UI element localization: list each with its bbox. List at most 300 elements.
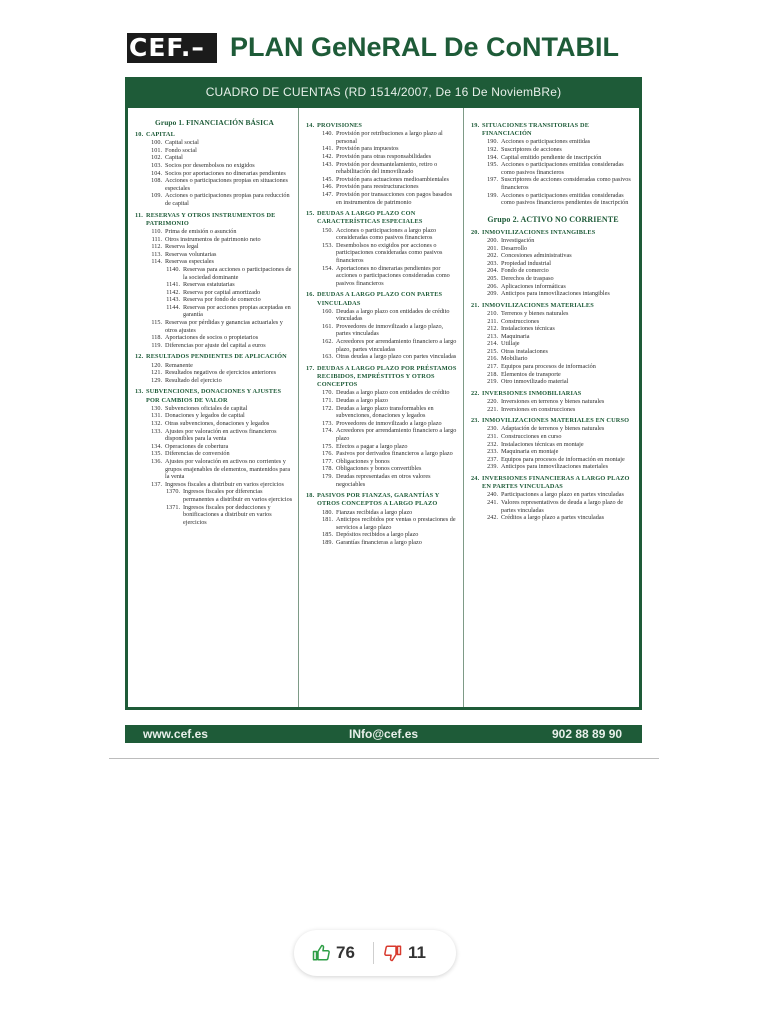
account-row [471, 425, 635, 433]
account-row [471, 514, 635, 522]
account-code: 119. [151, 341, 162, 349]
account-name: Capital social [165, 139, 199, 147]
account-name: Suscriptores de acciones consideradas como pasivos financieros [501, 176, 631, 191]
account-code: 108. [151, 177, 162, 185]
account-row [471, 499, 635, 514]
account-code: 137. [151, 480, 162, 488]
account-name: Remanente [165, 361, 193, 369]
section-title: DEUDAS A LARGO PLAZO CON PARTES VINCULADAS [317, 291, 443, 307]
section-title: DEUDAS A LARGO PLAZO CON CARACTERÍSTICAS ESPECIALES [317, 210, 423, 226]
account-row [306, 130, 459, 145]
section-title: PASIVOS POR FIANZAS, GARANTÍAS Y OTROS CONCEPTOS A LARGO PLAZO [317, 492, 440, 508]
column-2 [299, 108, 464, 707]
account-name: Capital [165, 154, 183, 162]
account-row [471, 161, 635, 176]
account-name: Depósitos recibidos a largo plazo [336, 531, 419, 539]
account-row [135, 458, 294, 481]
account-row [306, 509, 459, 517]
section-title: INMOVILIZACIONES MATERIALES EN CURSO [482, 417, 630, 425]
account-row [471, 146, 635, 154]
account-name: Reservas para acciones o participaciones de la sociedad dominante [183, 265, 292, 281]
account-name: Resultados negativos de ejercicios anteriores [165, 369, 276, 377]
account-row [135, 236, 294, 244]
section-title: SUBVENCIONES, DONACIONES Y AJUSTES POR CAMBIOS DE VALOR [146, 388, 282, 404]
like-button[interactable] [312, 930, 355, 976]
account-name: Desembolsos no exigidos por acciones o participaciones consideradas como pasivos financieros [336, 241, 443, 264]
account-row [306, 353, 459, 361]
account-row [471, 252, 635, 260]
account-code: 103. [151, 161, 162, 169]
account-row [471, 267, 635, 275]
account-row [306, 191, 459, 206]
account-code: 233. [487, 448, 498, 456]
account-row [471, 456, 635, 464]
account-name: Ingresos fiscales por deducciones y bonificaciones a distribuir en varios ejercicios [183, 503, 272, 526]
account-code: 110. [151, 227, 162, 235]
account-name: Anticipos para inmovilizaciones intangibles [501, 290, 610, 298]
account-row [306, 450, 459, 458]
account-row [135, 192, 294, 207]
account-name: Obligaciones y bonos [336, 457, 390, 465]
section-number: 17. [306, 364, 315, 372]
account-name: Deudas a largo plazo transformables en subvenciones, donaciones y legados [336, 404, 434, 420]
group-heading: Grupo 1. FINANCIACIÓN BÁSICA [154, 118, 274, 127]
account-name: Provisión para reestructuraciones [336, 183, 419, 191]
account-row [135, 228, 294, 236]
account-name: Reserva legal [165, 243, 199, 251]
account-code: 200. [487, 236, 498, 244]
account-row [306, 161, 459, 176]
account-code: 210. [487, 309, 498, 317]
website-link[interactable]: www.cef.es [143, 727, 208, 741]
account-code: 178. [322, 465, 333, 473]
account-code: 112. [151, 243, 162, 251]
account-code: 1140. [166, 265, 180, 273]
section-number: 20. [471, 228, 480, 236]
section-title: INVERSIONES FINANCIERAS A LARGO PLAZO EN PARTES VINCULADAS [482, 475, 630, 491]
account-name: Utillaje [501, 340, 520, 348]
account-code: 177. [322, 457, 333, 465]
account-code: 240. [487, 491, 498, 499]
account-row [306, 242, 459, 265]
section-title: INVERSIONES INMOBILIARIAS [482, 389, 582, 397]
section-number: 24. [471, 475, 480, 482]
account-row [135, 154, 294, 162]
account-row [135, 369, 294, 377]
account-code: 212. [487, 325, 498, 333]
account-row [471, 333, 635, 341]
section-heading [306, 122, 459, 130]
account-row [306, 308, 459, 323]
account-row [135, 162, 294, 170]
account-row [306, 539, 459, 547]
account-name: Terrenos y bienes naturales [501, 309, 569, 317]
account-code: 237. [487, 455, 498, 463]
account-name: Créditos a largo plazo a partes vinculadas [501, 514, 604, 522]
account-row [135, 412, 294, 420]
section-number: 22. [471, 389, 480, 397]
account-code: 180. [322, 508, 333, 516]
account-row [471, 192, 635, 207]
account-code: 1144. [166, 303, 180, 311]
account-code: 1371. [166, 503, 180, 511]
account-code: 232. [487, 440, 498, 448]
account-code: 121. [151, 369, 162, 377]
account-code: 1142. [166, 288, 180, 296]
account-name: Fondo de comercio [501, 267, 549, 275]
account-code: 101. [151, 146, 162, 154]
account-code: 1141. [166, 281, 180, 289]
account-name: Reserva por capital amortizado [183, 288, 261, 296]
account-row [306, 145, 459, 153]
account-code: 132. [151, 420, 162, 428]
section-title: PROVISIONES [317, 122, 363, 129]
like-count: 76 [336, 943, 355, 962]
account-name: Acreedores por arrendamiento financiero a largo plazo [336, 427, 457, 443]
brand-logo: CEF.– [127, 33, 217, 63]
section-number: 21. [471, 301, 480, 309]
account-name: Provisión por retribuciones a largo plazo al personal [336, 130, 443, 145]
account-code: 154. [322, 264, 333, 272]
account-name: Concesiones administrativas [501, 252, 572, 260]
account-code: 197. [487, 176, 498, 184]
account-row [471, 260, 635, 268]
account-row [471, 290, 635, 298]
section-heading [135, 353, 294, 361]
vote-widget [294, 930, 456, 976]
account-name: Acreedores por arrendamiento financiero a largo plazo, partes vinculadas [336, 338, 457, 353]
account-name: Reservas especiales [165, 258, 214, 266]
account-code: 136. [151, 458, 162, 465]
account-name: Inversiones en terrenos y bienes naturales [501, 398, 605, 406]
account-row [471, 310, 635, 318]
account-code: 114. [151, 258, 162, 266]
account-code: 202. [487, 252, 498, 260]
account-name: Garantías financieras a largo plazo [336, 538, 422, 546]
account-code: 242. [487, 514, 498, 522]
account-code: 176. [322, 450, 333, 458]
account-code: 204. [487, 267, 498, 275]
account-row [306, 323, 459, 338]
account-name: Propiedad industrial [501, 259, 552, 267]
account-code: 160. [322, 307, 333, 315]
account-name: Provisión para impuestos [336, 145, 399, 153]
account-row [135, 147, 294, 155]
column-3 [464, 108, 639, 707]
account-name: Reservas voluntarias [165, 250, 217, 258]
subaccount-row [135, 296, 294, 304]
account-name: Construcciones [501, 317, 540, 325]
account-code: 171. [322, 397, 333, 405]
account-code: 141. [322, 145, 333, 153]
account-row [471, 398, 635, 406]
account-row [135, 170, 294, 178]
account-name: Aplicaciones informáticas [501, 282, 566, 290]
subaccount-row [135, 289, 294, 297]
account-row [471, 491, 635, 499]
section-heading [306, 210, 459, 226]
group-heading: Grupo 2. ACTIVO NO CORRIENTE [487, 214, 619, 224]
account-name: Subvenciones oficiales de capital [165, 404, 248, 412]
account-code: 118. [151, 334, 162, 342]
account-code: 135. [151, 450, 162, 458]
account-code: 179. [322, 473, 333, 480]
account-name: Maquinaria en montaje [501, 448, 559, 456]
section-heading [471, 229, 635, 237]
column-1 [128, 108, 299, 707]
section-heading [471, 417, 635, 425]
account-row [306, 397, 459, 405]
account-name: Otras instalaciones [501, 347, 548, 355]
vote-divider [373, 942, 374, 964]
account-row [135, 443, 294, 451]
account-name: Fianzas recibidas a largo plazo [336, 508, 413, 516]
account-row [135, 251, 294, 259]
section-heading [306, 365, 459, 390]
account-name: Elementos de transporte [501, 370, 561, 378]
section-number: 14. [306, 122, 315, 129]
account-row [471, 245, 635, 253]
account-code: 175. [322, 442, 333, 450]
section-heading [135, 131, 294, 139]
account-name: Reservas por acciones propias aceptadas en garantía [183, 303, 291, 319]
account-row [306, 265, 459, 288]
account-code: 109. [151, 192, 162, 200]
account-code: 133. [151, 427, 162, 435]
account-name: Acciones o participaciones emitidas consideradas como pasivos financieros [501, 161, 624, 176]
account-code: 214. [487, 340, 498, 348]
account-code: 130. [151, 404, 162, 412]
account-code: 220. [487, 398, 498, 406]
account-row [471, 275, 635, 283]
account-name: Acciones o participaciones emitidas [501, 138, 591, 146]
account-code: 104. [151, 169, 162, 177]
account-row [135, 405, 294, 413]
dislike-button[interactable] [384, 930, 426, 976]
section-title: RESERVAS Y OTROS INSTRUMENTOS DE PATRIMONIO [146, 211, 276, 227]
account-row [471, 463, 635, 471]
account-row [306, 183, 459, 191]
account-code: 150. [322, 226, 333, 234]
account-name: Instalaciones técnicas [501, 325, 555, 333]
chart-of-accounts-sheet [125, 77, 642, 710]
account-row [135, 334, 294, 342]
email-link[interactable]: INfo@cef.es [349, 727, 419, 741]
account-name: Pasivos por derivados financieros a largo plazo [336, 450, 453, 458]
section-number: 13. [135, 388, 144, 396]
account-code: 230. [487, 425, 498, 433]
account-code: 129. [151, 376, 162, 384]
account-code: 163. [322, 353, 333, 361]
account-name: Otros instrumentos de patrimonio neto [165, 235, 261, 243]
section-heading [471, 302, 635, 310]
account-code: 239. [487, 463, 498, 471]
phone-number: 902 88 89 90 [552, 727, 623, 741]
account-name: Anticipos recibidos por ventas o prestaciones de servicios a largo plazo [336, 516, 456, 531]
subaccount-row [135, 266, 294, 281]
account-name: Provisión por transacciones con pagos basados en instrumentos de patrimonio [336, 190, 452, 206]
account-name: Reservas estatutarias [183, 281, 235, 289]
account-code: 181. [322, 516, 333, 524]
account-row [135, 377, 294, 385]
account-row [306, 458, 459, 466]
account-row [306, 420, 459, 428]
account-row [135, 258, 294, 266]
account-name: Operaciones de cobertura [165, 442, 229, 450]
account-name: Provisión para otras responsabilidades [336, 152, 432, 160]
account-row [306, 531, 459, 539]
section-number: 15. [306, 210, 315, 218]
account-name: Diferencias de conversión [165, 450, 230, 458]
account-row [306, 465, 459, 473]
account-row [471, 448, 635, 456]
section-title: INMOVILIZACIONES MATERIALES [482, 301, 594, 309]
account-name: Proveedores de inmovilizado a largo plazo, partes vinculadas [336, 322, 444, 338]
account-code: 120. [151, 361, 162, 369]
account-row [471, 283, 635, 291]
section-heading [135, 212, 294, 228]
account-name: Provisión para actuaciones medioambientales [336, 175, 449, 183]
account-code: 185. [322, 531, 333, 539]
account-name: Maquinaria [501, 332, 530, 340]
account-row [306, 473, 459, 488]
account-row [306, 405, 459, 420]
account-name: Aportaciones de socios o propietarios [165, 334, 259, 342]
account-code: 1143. [166, 296, 180, 304]
account-row [471, 237, 635, 245]
account-row [471, 176, 635, 191]
account-name: Diferencias por ajuste del capital a euros [165, 341, 266, 349]
account-code: 100. [151, 139, 162, 147]
account-row [471, 363, 635, 371]
account-name: Investigación [501, 236, 535, 244]
account-code: 189. [322, 538, 333, 546]
account-name: Socios por aportaciones no dinerarias pendientes [165, 169, 286, 177]
subaccount-row [135, 488, 294, 503]
account-code: 140. [322, 130, 333, 138]
account-name: Donaciones y legados de capital [165, 412, 245, 420]
account-code: 219. [487, 378, 498, 386]
account-code: 218. [487, 370, 498, 378]
section-heading [471, 475, 635, 491]
account-row [471, 325, 635, 333]
account-code: 134. [151, 442, 162, 450]
account-name: Ajustes por valoración en activos no corrientes y grupos enajenables de elementos, mantenidos para la venta [165, 458, 291, 481]
section-number: 18. [306, 492, 315, 500]
account-row [471, 138, 635, 146]
account-code: 203. [487, 259, 498, 267]
account-name: Prima de emisión o asunción [165, 227, 237, 235]
account-code: 1370. [166, 488, 180, 496]
account-name: Aportaciones no dinerarias pendientes por acciones o participaciones consideradas como pasivos financieros [336, 264, 450, 287]
account-row [471, 318, 635, 326]
section-heading [306, 291, 459, 307]
account-code: 161. [322, 322, 333, 330]
account-name: Efectos a pagar a largo plazo [336, 442, 408, 450]
section-number: 19. [471, 122, 480, 129]
account-code: 195. [487, 161, 498, 169]
account-row [306, 338, 459, 353]
account-code: 206. [487, 282, 498, 290]
account-code: 205. [487, 274, 498, 282]
account-code: 201. [487, 244, 498, 252]
account-name: Ingresos fiscales a distribuir en varios ejercicios [165, 480, 284, 488]
account-code: 162. [322, 338, 333, 346]
account-name: Participaciones a largo plazo en partes vinculadas [501, 491, 624, 499]
account-name: Derechos de traspaso [501, 274, 554, 282]
account-row [471, 348, 635, 356]
account-row [135, 481, 294, 489]
account-row [135, 139, 294, 147]
account-name: Deudas a largo plazo [336, 397, 388, 405]
account-row [135, 420, 294, 428]
account-code: 174. [322, 427, 333, 435]
account-code: 231. [487, 433, 498, 441]
account-code: 146. [322, 183, 333, 191]
section-title: CAPITAL [146, 131, 175, 138]
account-name: Otras subvenciones, donaciones y legados [165, 420, 270, 428]
account-code: 102. [151, 154, 162, 162]
account-code: 217. [487, 363, 498, 371]
account-code: 111. [151, 235, 162, 243]
sheet-title: CUADRO DE CUENTAS (RD 1514/2007, De 16 De NoviemBRe) [205, 85, 562, 99]
account-name: Ajustes por valoración en activos financieros disponibles para la venta [165, 427, 277, 443]
account-row [471, 154, 635, 162]
account-row [471, 355, 635, 363]
account-name: Equipos para procesos de información [501, 363, 596, 371]
account-code: 172. [322, 404, 333, 412]
account-name: Anticipos para inmovilizaciones materiales [501, 463, 609, 471]
account-name: Inversiones en construcciones [501, 405, 576, 413]
account-code: 190. [487, 138, 498, 146]
account-name: Reserva por fondo de comercio [183, 296, 261, 304]
section-title: SITUACIONES TRANSITORIAS DE FINANCIACIÓN [482, 122, 590, 138]
document-title: PLAN GeNeRAL De CoNTABIL [230, 32, 620, 62]
account-name: Socios por desembolsos no exigidos [165, 161, 255, 169]
account-name: Fondo social [165, 146, 197, 154]
account-name: Capital emitido pendiente de inscripción [501, 153, 602, 161]
divider [109, 758, 659, 759]
subaccount-row [135, 304, 294, 319]
section-title: DEUDAS A LARGO PLAZO POR PRÉSTAMOS RECIBIDOS, EMPRÉSTITOS Y OTROS CONCEPTOS [317, 364, 457, 389]
account-code: 153. [322, 241, 333, 249]
account-name: Otras deudas a largo plazo con partes vinculadas [336, 353, 457, 361]
account-code: 216. [487, 355, 498, 363]
account-name: Reservas por pérdidas y ganancias actuariales y otros ajustes [165, 319, 283, 334]
account-name: Acciones o participaciones propias en situaciones especiales [165, 177, 288, 192]
account-row [471, 433, 635, 441]
subaccount-row [135, 504, 294, 527]
account-code: 241. [487, 499, 498, 506]
account-code: 143. [322, 160, 333, 168]
account-row [471, 371, 635, 379]
account-row [135, 362, 294, 370]
section-number: 23. [471, 417, 480, 425]
account-code: 142. [322, 152, 333, 160]
section-number: 12. [135, 353, 144, 361]
account-name: Adaptación de terrenos y bienes naturales [501, 425, 605, 433]
account-name: Deudas a largo plazo con entidades de crédito vinculadas [336, 307, 450, 323]
account-name: Deudas representadas en otros valores negociables [336, 473, 431, 488]
account-name: Proveedores de inmovilizado a largo plazo [336, 419, 442, 427]
account-code: 147. [322, 190, 333, 198]
account-code: 173. [322, 419, 333, 427]
account-code: 215. [487, 347, 498, 355]
account-name: Suscriptores de acciones [501, 146, 562, 153]
account-name: Construcciones en curso [501, 433, 562, 441]
account-name: Obligaciones y bonos convertibles [336, 465, 422, 473]
account-name: Desarrollo [501, 244, 528, 252]
